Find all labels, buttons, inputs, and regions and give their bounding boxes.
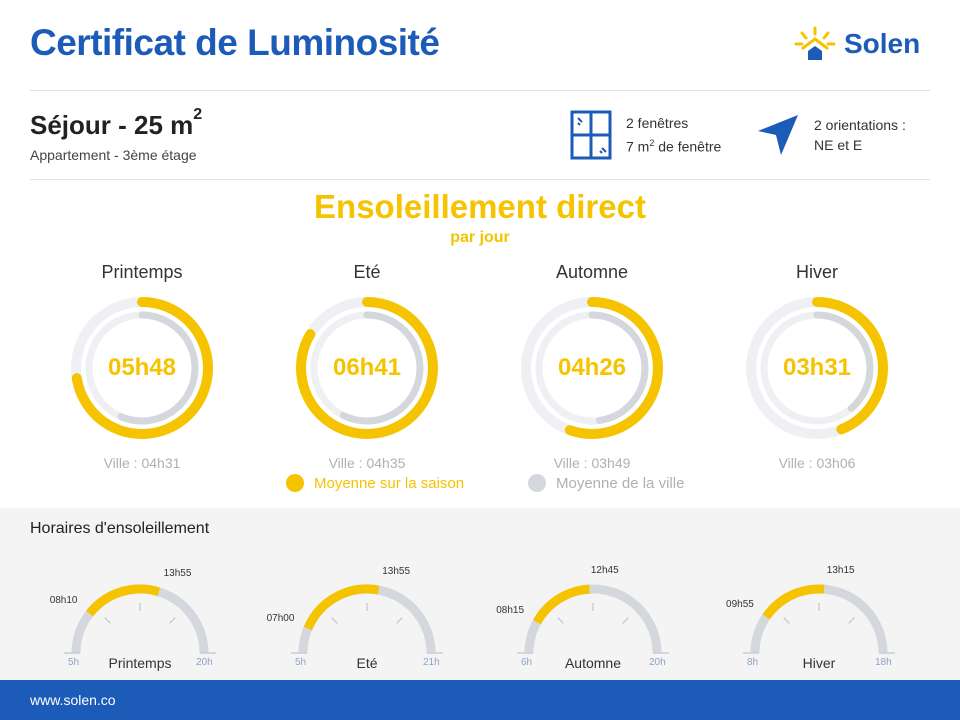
day-end-label: 21h <box>423 657 440 668</box>
windows-area-value: 7 m <box>626 138 650 155</box>
divider <box>30 90 930 91</box>
hours-gauge <box>714 558 924 671</box>
gauge-tick <box>105 618 111 624</box>
gauge-tick <box>170 618 176 624</box>
season-value: 05h48 <box>107 354 177 381</box>
windows-area-sup: 2 <box>649 138 655 149</box>
gauge-tick <box>397 618 403 624</box>
divider <box>30 179 930 180</box>
season-name: Hiver <box>795 262 838 282</box>
legend-city <box>528 474 684 492</box>
sunrise-label: 07h00 <box>266 612 295 624</box>
windows-area <box>626 133 721 157</box>
page-title: Certificat de Luminosité <box>30 22 440 63</box>
sunset-label: 12h45 <box>590 565 619 577</box>
day-start-label: 6h <box>521 657 533 668</box>
room-title-text: Séjour - 25 m <box>30 110 194 140</box>
footer <box>0 680 960 720</box>
daylight-arc <box>303 589 431 653</box>
day-end-label: 18h <box>875 657 892 668</box>
daylight-arc <box>76 589 204 653</box>
orientation-info <box>756 113 906 157</box>
sunset-label: 13h55 <box>163 568 192 580</box>
windows-info <box>570 110 721 160</box>
city-average: Ville : 03h06 <box>778 455 856 471</box>
legend-city-swatch <box>528 474 546 492</box>
day-start-label: 5h <box>295 657 307 668</box>
season-value: 06h41 <box>332 354 402 381</box>
season-ring <box>67 293 217 443</box>
sunshine-arc <box>308 589 379 629</box>
room-title <box>30 106 203 141</box>
sunrise-label: 08h15 <box>496 605 525 617</box>
season-ring <box>742 293 892 443</box>
legend-city-label: Moyenne de la ville <box>556 474 685 492</box>
season-card <box>492 262 692 471</box>
compass-arrow-icon <box>756 113 800 157</box>
sunset-label: 13h55 <box>382 566 411 578</box>
sunset-label: 13h15 <box>826 565 855 577</box>
season-card <box>717 262 917 471</box>
legend-season <box>286 474 464 492</box>
city-average: Ville : 03h49 <box>553 455 631 471</box>
season-card <box>267 262 467 471</box>
season-name: Automne <box>555 262 629 282</box>
gauge-season-name: Eté <box>356 655 378 671</box>
window-icon <box>570 110 612 160</box>
windows-area-unit: de fenêtre <box>654 138 722 155</box>
hours-gauge <box>488 558 698 671</box>
sun-house-icon <box>794 26 836 62</box>
season-ring <box>292 293 442 443</box>
windows-count: 2 fenêtres <box>626 115 689 132</box>
legend-season-swatch <box>286 474 304 492</box>
season-card <box>42 262 242 471</box>
sunshine-arc <box>90 589 159 614</box>
gauge-chart <box>35 558 245 668</box>
daylight-arc <box>529 589 657 653</box>
brand-name: Solen <box>844 28 921 59</box>
season-ring <box>517 293 667 443</box>
hours-title: Horaires d'ensoleillement <box>30 520 210 537</box>
season-name: Printemps <box>101 262 183 282</box>
room-title-sup: 2 <box>193 106 203 123</box>
legend-season-label: Moyenne sur la saison <box>314 474 465 492</box>
city-average: Ville : 04h31 <box>103 455 181 471</box>
section-title: Ensoleillement direct <box>314 188 646 225</box>
gauge-tick <box>558 618 564 624</box>
season-value: 04h26 <box>557 354 627 381</box>
day-start-label: 5h <box>68 657 80 668</box>
footer-link[interactable]: www.solen.co <box>30 692 116 708</box>
orientation-values: NE et E <box>814 137 863 153</box>
daylight-arc <box>755 589 883 653</box>
sunrise-label: 09h55 <box>726 599 754 611</box>
city-average: Ville : 04h35 <box>328 455 406 471</box>
gauge-season-name: Hiver <box>802 655 836 671</box>
season-value: 03h31 <box>782 354 852 381</box>
gauge-tick <box>849 618 855 624</box>
brand-logo[interactable] <box>794 26 920 62</box>
sunshine-arc <box>537 589 589 622</box>
hours-gauge <box>35 558 245 671</box>
gauge-season-name: Printemps <box>108 655 172 671</box>
gauge-tick <box>784 618 790 624</box>
gauge-season-name: Automne <box>564 655 622 671</box>
sunrise-label: 08h10 <box>49 595 78 607</box>
gauge-tick <box>623 618 629 624</box>
sunshine-arc <box>766 589 824 617</box>
season-name: Eté <box>353 262 381 282</box>
section-subtitle: par jour <box>450 229 510 246</box>
hours-gauge <box>262 558 472 671</box>
day-end-label: 20h <box>649 657 666 668</box>
day-end-label: 20h <box>196 657 213 668</box>
gauge-tick <box>332 618 338 624</box>
gauge-chart <box>714 558 924 668</box>
room-subtitle: Appartement - 3ème étage <box>30 147 197 163</box>
orientation-count: 2 orientations : <box>814 117 906 133</box>
day-start-label: 8h <box>747 657 759 668</box>
